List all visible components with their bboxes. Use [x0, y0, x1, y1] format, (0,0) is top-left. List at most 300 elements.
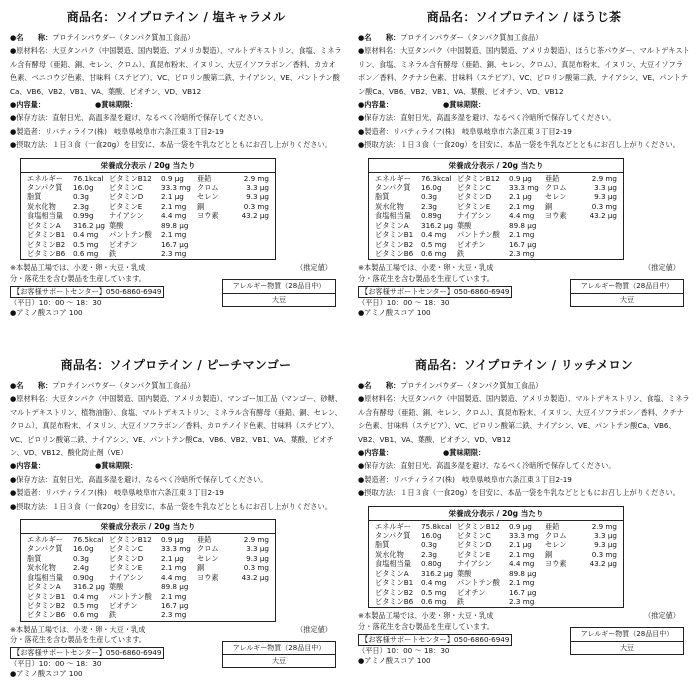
nutrient-name: 脂質 [27, 553, 42, 563]
name-value: プロテインパウダー（タンパク質加工食品） [400, 381, 543, 390]
nutrient-name: ナイアシン [109, 572, 144, 582]
nutrient-value [237, 221, 273, 230]
product-panel-peach-mango [10, 356, 342, 694]
nutrient-value: 4.4 mg [161, 211, 187, 221]
nutrient-value: 16.7 μg [509, 587, 537, 597]
nutrient-value [585, 221, 621, 230]
product-title: 商品名：ソイプロテイン / ほうじ茶 [426, 10, 622, 24]
nutrient-value: 2.3 mg [509, 248, 535, 258]
name-line [358, 379, 690, 392]
product-title: 商品名：ソイプロテイン / リッチメロン [415, 358, 633, 372]
nutrition-box [20, 519, 276, 622]
amino-score: ●アミノ酸スコア 100 [358, 307, 431, 317]
storage-line: ●保存方法：直射日光、高温多湿を避け、なるべく冷暗所で保存してください。 [10, 474, 268, 484]
nutrient-value: 16.7 μg [161, 239, 189, 249]
product-info [10, 31, 342, 152]
nutrient-value: 16.7 μg [161, 600, 189, 610]
nutrient-value: 2.9 mg [591, 173, 617, 183]
nutrient-name: ビタミンB2 [375, 587, 414, 597]
content-line [10, 98, 342, 111]
support-hours: （平日）10：00 ～ 18：30 [10, 297, 102, 307]
nutrient-value [585, 578, 621, 587]
nutrient-name: 亜鉛 [545, 521, 560, 531]
support-center: 【お客様サポートセンター】050-6860-6949 [10, 286, 164, 298]
nutrition-title: 栄養成分表示 / 20g 当たり [21, 159, 275, 173]
nutrient-name [545, 249, 585, 258]
maker-line: ●製造者：リバティライフ(株) 岐阜県岐阜市六条江東３丁目2-19 [358, 474, 572, 484]
nutrient-name: 食塩相当量 [27, 572, 63, 582]
name-value: プロテインパウダー（タンパク質加工食品） [52, 33, 195, 42]
factory-note-1: ※本製品工場では、小麦・卵・大豆・乳成 [10, 263, 146, 273]
nutrient-name: ビタミンD [457, 192, 492, 202]
name-key: ●名 称： [10, 33, 53, 42]
nutrient-value: 9.3 μg [246, 553, 269, 563]
nutrient-value: 0.9 μg [509, 521, 532, 531]
nutrient-name: 銅 [545, 549, 553, 559]
nutrient-name: ナイアシン [457, 559, 492, 569]
nutrition-grid [369, 521, 623, 608]
nutrient-value: 33.3 mg [509, 183, 539, 193]
name-key: ●名 称： [10, 381, 53, 390]
allergy-header: アレルギー物質（28品目中） [223, 642, 335, 655]
content-key: ●内容量： [10, 100, 46, 110]
best-before-key: ●賞味期限： [443, 100, 486, 110]
nutrient-name: タンパク質 [375, 183, 411, 193]
allergy-value: 大豆 [272, 295, 286, 304]
factory-note-2: 分・落花生を含む製品を生産しています。 [358, 621, 494, 631]
nutrient-value: 0.90g [73, 572, 94, 582]
name-value: プロテインパウダー（タンパク質加工食品） [400, 33, 543, 42]
factory-note-1: ※本製品工場では、小麦・卵・大豆・乳成 [358, 263, 494, 273]
best-before-key: ●賞味期限： [443, 448, 486, 458]
nutrient-name: ビタミンB1 [375, 230, 414, 240]
nutrient-name: ビタミンB1 [375, 578, 414, 588]
nutrient-value: 16.0g [73, 183, 94, 193]
nutrient-name [545, 221, 585, 230]
nutrient-name: 亜鉛 [545, 173, 560, 183]
nutrient-value: 2.4g [73, 563, 89, 573]
nutrient-value: 0.3g [421, 540, 437, 550]
nutrient-value: 76.1kcal [73, 173, 104, 183]
nutrient-value: 2.3 mg [509, 596, 535, 606]
nutrient-value [237, 582, 273, 591]
nutrient-name [197, 221, 237, 230]
nutrient-name: 脂質 [375, 540, 390, 550]
nutrient-value [585, 569, 621, 578]
nutrient-value: 0.5 mg [421, 239, 447, 249]
nutrient-value: 3.3 μg [246, 544, 269, 554]
content-line [358, 446, 690, 459]
product-panel-shio-caramel [10, 8, 342, 346]
nutrient-name: ビタミンB1 [27, 230, 66, 240]
amino-score: ●アミノ酸スコア 100 [10, 307, 83, 317]
nutrient-value [585, 230, 621, 239]
nutrient-name: 銅 [197, 563, 205, 573]
nutrient-value: 4.4 mg [509, 559, 535, 569]
nutrient-name: パントテン酸 [109, 591, 152, 601]
best-before-key: ●賞味期限： [95, 461, 138, 471]
nutrient-value: 4.4 mg [509, 211, 535, 221]
nutrient-name: ビタミンC [457, 531, 491, 541]
nutrient-value: 3.3 μg [594, 531, 617, 541]
nutrient-name: セレン [197, 553, 219, 563]
nutrient-value: 75.8kcal [421, 521, 452, 531]
nutrient-name [197, 601, 237, 610]
nutrient-name [197, 230, 237, 239]
nutrient-name: ビタミンB6 [375, 248, 414, 258]
nutrition-title: 栄養成分表示 / 20g 当たり [369, 507, 623, 521]
nutrient-name [545, 588, 585, 597]
nutrition-title: 栄養成分表示 / 20g 当たり [369, 159, 623, 173]
nutrient-name: 炭水化物 [375, 201, 404, 211]
estimated-label: （推定値） [296, 624, 332, 634]
nutrition-grid [369, 173, 623, 260]
nutrient-name: セレン [197, 192, 219, 202]
nutrient-value: 16.0g [73, 544, 94, 554]
nutrient-value: 0.4 mg [73, 591, 99, 601]
nutrient-name: クロム [545, 183, 567, 193]
nutrient-value: 2.1 μg [161, 553, 184, 563]
nutrient-value: 2.1 mg [509, 201, 535, 211]
nutrient-name: ビタミンD [109, 192, 144, 202]
nutrient-value: 9.3 μg [594, 192, 617, 202]
content-line [358, 98, 690, 111]
nutrient-value: 2.9 mg [243, 173, 269, 183]
nutrient-name [545, 597, 585, 606]
nutrient-name: 脂質 [375, 192, 390, 202]
nutrient-value: 316.2 μg [421, 220, 453, 230]
nutrient-name: ビタミンD [109, 553, 144, 563]
nutrient-name: ビタミンB2 [375, 239, 414, 249]
nutrient-name: 亜鉛 [197, 173, 212, 183]
nutrient-value: 2.3g [73, 201, 89, 211]
nutrient-name: ビタミンC [457, 183, 491, 193]
nutrient-name: 葉酸 [109, 582, 124, 592]
nutrient-value: 0.9 μg [161, 535, 184, 545]
nutrient-value: 16.7 μg [509, 239, 537, 249]
name-line [10, 379, 342, 392]
nutrient-value: 16.0g [421, 183, 442, 193]
allergy-header: アレルギー物質（28品目中） [571, 280, 683, 293]
nutrient-name: ビタミンA [27, 582, 61, 592]
nutrient-value [585, 588, 621, 597]
nutrient-name: 葉酸 [109, 220, 124, 230]
nutrient-name: 炭水化物 [27, 201, 56, 211]
nutrient-value: 2.1 mg [161, 201, 187, 211]
estimated-label: （推定値） [644, 611, 680, 621]
nutrient-name: 葉酸 [457, 568, 472, 578]
nutrient-name: ビタミンB12 [457, 173, 500, 183]
nutrient-name: 鉄 [109, 248, 117, 258]
nutrient-value: 2.1 μg [509, 540, 532, 550]
nutrient-name: ビタミンA [27, 220, 61, 230]
nutrient-name [545, 230, 585, 239]
support-hours: （平日）10：00 ～ 18：30 [358, 297, 450, 307]
content-key: ●内容量： [358, 100, 394, 110]
nutrient-name: セレン [545, 540, 567, 550]
nutrient-name: ビオチン [109, 239, 138, 249]
nutrient-value: 43.2 μg [589, 211, 617, 221]
nutrient-value: 316.2 μg [421, 568, 453, 578]
nutrient-name: 食塩相当量 [375, 211, 411, 221]
name-key: ●名 称： [358, 381, 401, 390]
nutrient-name: ビオチン [457, 239, 486, 249]
nutrient-name: ビタミンE [109, 201, 143, 211]
nutrient-name: ビタミンB6 [27, 248, 66, 258]
allergy-header: アレルギー物質（28品目中） [571, 628, 683, 641]
nutrient-value: 0.6 mg [421, 596, 447, 606]
nutrient-value [237, 601, 273, 610]
nutrient-value: 89.8 μg [161, 582, 189, 592]
maker-line: ●製造者：リバティライフ(株) 岐阜県岐阜市六条江東３丁目2-19 [10, 488, 224, 498]
support-center: 【お客様サポートセンター】050-6860-6949 [358, 286, 512, 298]
nutrient-value: 0.89g [421, 211, 442, 221]
allergy-value: 大豆 [620, 643, 634, 652]
nutrient-name: 脂質 [27, 192, 42, 202]
allergy-box [570, 279, 684, 306]
nutrient-value: 3.3 μg [246, 183, 269, 193]
nutrient-name: ビタミンA [375, 220, 409, 230]
nutrient-value: 0.5 mg [73, 600, 99, 610]
ingredients-line: ●原材料名：大豆タンパク（中国製造、国内製造、アメリカ製造）、マルトデキストリン、食塩、ミネラル含有酵母（亜鉛、銅、セレン、クロム）、真昆布粉末、イヌリン、大豆イソフラボン／香料、カカオ色素、ベニコウジ色素、甘味料（ステビア）、VC、ピロリン酸第二鉄、ナイアシン、VE、パントテン酸Ca、VB6、VB2、VB1、VA、葉酸、ビオチン、VD、VB12 [10, 46, 342, 96]
nutrient-value: 0.3g [73, 192, 89, 202]
nutrient-value [237, 230, 273, 239]
intake-line: ●摂取方法：１日３食（一食20g）を目安に、本品一袋を牛乳などとともにお召し上がりください。 [358, 140, 680, 150]
support-hours: （平日）10：00 ～ 18：30 [10, 659, 102, 669]
nutrient-value [237, 610, 273, 619]
nutrient-name: エネルギー [375, 173, 411, 183]
nutrient-name: タンパク質 [375, 531, 411, 541]
amino-score: ●アミノ酸スコア 100 [10, 669, 83, 679]
nutrient-name: ビタミンB12 [457, 521, 500, 531]
allergy-box [222, 279, 336, 306]
factory-note-1: ※本製品工場では、小麦・卵・大豆・乳成 [10, 624, 146, 634]
nutrient-name: クロム [197, 544, 219, 554]
maker-line: ●製造者：リバティライフ(株) 岐阜県岐阜市六条江東３丁目2-19 [358, 126, 572, 136]
nutrient-name: ビタミンB6 [375, 596, 414, 606]
nutrient-value: 16.0g [421, 531, 442, 541]
ingredients-line: ●原材料名：大豆タンパク（中国製造、国内製造、アメリカ製造）、ほうじ茶パウダー、マルトデキストリン、食塩、ミネラル含有酵母（亜鉛、銅、セレン、クロム）、真昆布粉末、イヌリン、大豆イソフラボン／香料、クチナシ色素、甘味料（ステビア）、VC、ピロリン酸第二鉄、ナイアシン、VE、パントテン酸Ca、VB6、VB2、VB1、VA、葉酸、ビオチン、VD、VB12 [358, 46, 690, 96]
nutrient-value: 2.9 mg [243, 535, 269, 545]
product-panel-houjicha [358, 8, 690, 346]
nutrient-value: 89.8 μg [509, 220, 537, 230]
nutrient-name: ビタミンD [457, 540, 492, 550]
support-center: 【お客様サポートセンター】050-6860-6949 [10, 647, 164, 659]
nutrient-value: 0.99g [73, 211, 94, 221]
amino-score: ●アミノ酸スコア 100 [358, 655, 431, 665]
nutrient-name: 鉄 [457, 248, 465, 258]
nutrient-value: 316.2 μg [73, 582, 105, 592]
nutrient-name: タンパク質 [27, 183, 63, 193]
nutrient-value: 0.3 mg [591, 549, 617, 559]
nutrient-value [585, 240, 621, 249]
nutrient-name: パントテン酸 [109, 230, 152, 240]
nutrient-name: ビタミンE [109, 563, 143, 573]
nutrient-value: 0.5 mg [421, 587, 447, 597]
support-hours: （平日）10：00 ～ 18：30 [358, 645, 450, 655]
storage-line: ●保存方法：直射日光、高温多湿を避け、なるべく冷暗所で保存してください。 [358, 461, 616, 471]
intake-line: ●摂取方法：１日３食（一食20g）を目安に、本品一袋を牛乳などとともにお召し上がりください。 [358, 488, 680, 498]
nutrient-value: 0.3g [421, 192, 437, 202]
nutrient-value: 2.1 mg [161, 591, 187, 601]
nutrient-value: 0.4 mg [421, 230, 447, 240]
nutrient-value: 76.3kcal [421, 173, 452, 183]
nutrient-name [545, 569, 585, 578]
name-key: ●名 称： [358, 33, 401, 42]
nutrient-value: 0.80g [421, 559, 442, 569]
product-info [358, 31, 690, 152]
nutrient-name: セレン [545, 192, 567, 202]
nutrient-name: 銅 [197, 201, 205, 211]
nutrient-name: ビタミンB12 [109, 173, 152, 183]
nutrient-value: 2.1 μg [509, 192, 532, 202]
nutrient-name: ヨウ素 [197, 211, 219, 221]
nutrient-name [197, 592, 237, 601]
nutrient-value: 0.4 mg [421, 578, 447, 588]
product-panel-rich-melon [358, 356, 690, 694]
nutrient-value: 43.2 μg [241, 211, 269, 221]
nutrient-value: 0.3 mg [591, 201, 617, 211]
nutrition-box [368, 158, 624, 261]
factory-note-2: 分・落花生を含む製品を生産しています。 [10, 634, 146, 644]
nutrient-name [197, 610, 237, 619]
nutrient-value: 0.9 μg [161, 173, 184, 183]
nutrient-value: 2.1 mg [509, 578, 535, 588]
nutrient-value [237, 240, 273, 249]
nutrient-name: エネルギー [375, 521, 411, 531]
nutrient-name: ナイアシン [457, 211, 492, 221]
storage-line: ●保存方法：直射日光、高温多湿を避け、なるべく冷暗所で保存してください。 [358, 113, 616, 123]
name-line [10, 31, 342, 44]
nutrient-name: ヨウ素 [545, 211, 567, 221]
nutrient-value: 2.9 mg [591, 521, 617, 531]
nutrient-name: クロム [545, 531, 567, 541]
nutrient-value: 2.1 μg [161, 192, 184, 202]
nutrient-value: 9.3 μg [594, 540, 617, 550]
nutrient-name: ビオチン [457, 587, 486, 597]
nutrient-value: 0.5 mg [73, 239, 99, 249]
nutrient-value: 76.5kcal [73, 535, 104, 545]
intake-line: ●摂取方法：１日３食（一食20g）を目安に、本品一袋を牛乳などとともにお召し上がりください。 [10, 140, 332, 150]
nutrient-name: ビタミンC [109, 544, 143, 554]
nutrient-value [585, 597, 621, 606]
nutrient-value: 43.2 μg [241, 572, 269, 582]
product-title: 商品名：ソイプロテイン / ピーチマンゴー [60, 358, 292, 372]
nutrient-value: 89.8 μg [161, 220, 189, 230]
nutrient-name: パントテン酸 [457, 578, 500, 588]
nutrient-value: 0.9 μg [509, 173, 532, 183]
nutrition-box [20, 158, 276, 261]
nutrient-name: 葉酸 [457, 220, 472, 230]
estimated-label: （推定値） [644, 263, 680, 273]
nutrient-value: 89.8 μg [509, 568, 537, 578]
nutrient-name: 亜鉛 [197, 535, 212, 545]
allergy-value: 大豆 [272, 656, 286, 665]
nutrient-name: パントテン酸 [457, 230, 500, 240]
ingredients-line: ●原材料名：大豆タンパク（中国製造、国内製造、アメリカ製造）、マルトデキストリン、食塩、ミネラル含有酵母（亜鉛、銅、セレン、クロム）、真昆布粉末、イヌリン、大豆イソフラボン／香料、クチナシ色素、甘味料（ステビア）、VC、ピロリン酸第二鉄、ナイアシン、VE、パントテン酸Ca、VB6、VB2、VB1、VA、葉酸、ビオチン、VD、VB12 [358, 394, 690, 444]
nutrient-value: 0.4 mg [73, 230, 99, 240]
nutrient-name: ビタミンB12 [109, 535, 152, 545]
nutrient-name: 銅 [545, 201, 553, 211]
nutrient-value: 2.1 mg [509, 230, 535, 240]
nutrient-name [545, 240, 585, 249]
nutrient-value: 2.3 mg [161, 610, 187, 620]
allergy-value: 大豆 [620, 295, 634, 304]
allergy-header: アレルギー物質（28品目中） [223, 280, 335, 293]
nutrient-name: ナイアシン [109, 211, 144, 221]
product-title: 商品名：ソイプロテイン / 塩キャラメル [66, 10, 286, 24]
nutrient-value: 316.2 μg [73, 220, 105, 230]
allergy-box [222, 641, 336, 668]
nutrient-value: 3.3 μg [594, 183, 617, 193]
name-value: プロテインパウダー（タンパク質加工食品） [52, 381, 195, 390]
nutrient-name: 鉄 [457, 596, 465, 606]
nutrient-name: ビタミンB1 [27, 591, 66, 601]
nutrient-name: ヨウ素 [545, 559, 567, 569]
support-center: 【お客様サポートセンター】050-6860-6949 [358, 634, 512, 646]
content-key: ●内容量： [358, 448, 394, 458]
nutrient-name [197, 249, 237, 258]
estimated-label: （推定値） [296, 263, 332, 273]
storage-line: ●保存方法：直射日光、高温多湿を避け、なるべく冷暗所で保存してください。 [10, 113, 268, 123]
allergy-box [570, 627, 684, 654]
nutrient-value: 9.3 μg [246, 192, 269, 202]
nutrient-name: ビタミンC [109, 183, 143, 193]
nutrient-value: 4.4 mg [161, 572, 187, 582]
nutrient-name: 炭水化物 [27, 563, 56, 573]
ingredients-line: ●原材料名：大豆タンパク（中国製造、国内製造、アメリカ製造）、マンゴー加工品（マンゴー、砂糖、マルトデキストリン、植物油脂）、食塩、マルトデキストリン、ミネラル含有酵母（亜鉛、銅、セレン、クロム）、真昆布粉末、イヌリン、大豆イソフラボン／香料、カロテノイド色素、甘味料（ステビア）、VC、ピロリン酸第二鉄、ナイアシン、VE、パントテン酸Ca、VB6、VB2、VB1、VA、葉酸、ビオチン、VD、VB12、酸化防止剤（VE） [10, 394, 343, 458]
nutrient-name: 食塩相当量 [375, 559, 411, 569]
nutrient-value [237, 592, 273, 601]
factory-note-2: 分・落花生を含む製品を生産しています。 [358, 273, 494, 283]
factory-note-2: 分・落花生を含む製品を生産しています。 [10, 273, 146, 283]
product-info [10, 379, 342, 513]
nutrient-value: 2.1 mg [161, 563, 187, 573]
nutrient-name [197, 240, 237, 249]
best-before-key: ●賞味期限： [95, 100, 138, 110]
nutrient-name: ビタミンE [457, 201, 491, 211]
nutrient-value: 0.6 mg [421, 248, 447, 258]
nutrient-value: 0.6 mg [73, 610, 99, 620]
nutrient-name: 食塩相当量 [27, 211, 63, 221]
nutrient-value: 0.3 mg [243, 201, 269, 211]
factory-note-1: ※本製品工場では、小麦・卵・大豆・乳成 [358, 611, 494, 621]
nutrient-name: ヨウ素 [197, 572, 219, 582]
nutrition-grid [21, 173, 275, 260]
nutrient-value: 33.3 mg [509, 531, 539, 541]
nutrient-value: 2.3 mg [161, 248, 187, 258]
product-info [358, 379, 690, 500]
nutrient-name: 鉄 [109, 610, 117, 620]
nutrient-name: 炭水化物 [375, 549, 404, 559]
nutrition-title: 栄養成分表示 / 20g 当たり [21, 520, 275, 534]
nutrient-value: 0.3 mg [243, 563, 269, 573]
nutrient-name [545, 578, 585, 587]
nutrient-name [197, 582, 237, 591]
nutrient-value: 2.1 mg [161, 230, 187, 240]
nutrient-value: 2.3g [421, 549, 437, 559]
nutrient-name: タンパク質 [27, 544, 63, 554]
nutrient-name: クロム [197, 183, 219, 193]
nutrition-grid [21, 534, 275, 621]
nutrient-name: エネルギー [27, 173, 63, 183]
nutrient-value: 0.6 mg [73, 248, 99, 258]
nutrient-value: 43.2 μg [589, 559, 617, 569]
nutrient-name: ビオチン [109, 600, 138, 610]
nutrient-name: ビタミンA [375, 568, 409, 578]
nutrient-name: ビタミンB6 [27, 610, 66, 620]
intake-line: ●摂取方法：１日３食（一食20g）を目安に、本品一袋を牛乳などとともにお召し上がりください。 [10, 501, 332, 511]
